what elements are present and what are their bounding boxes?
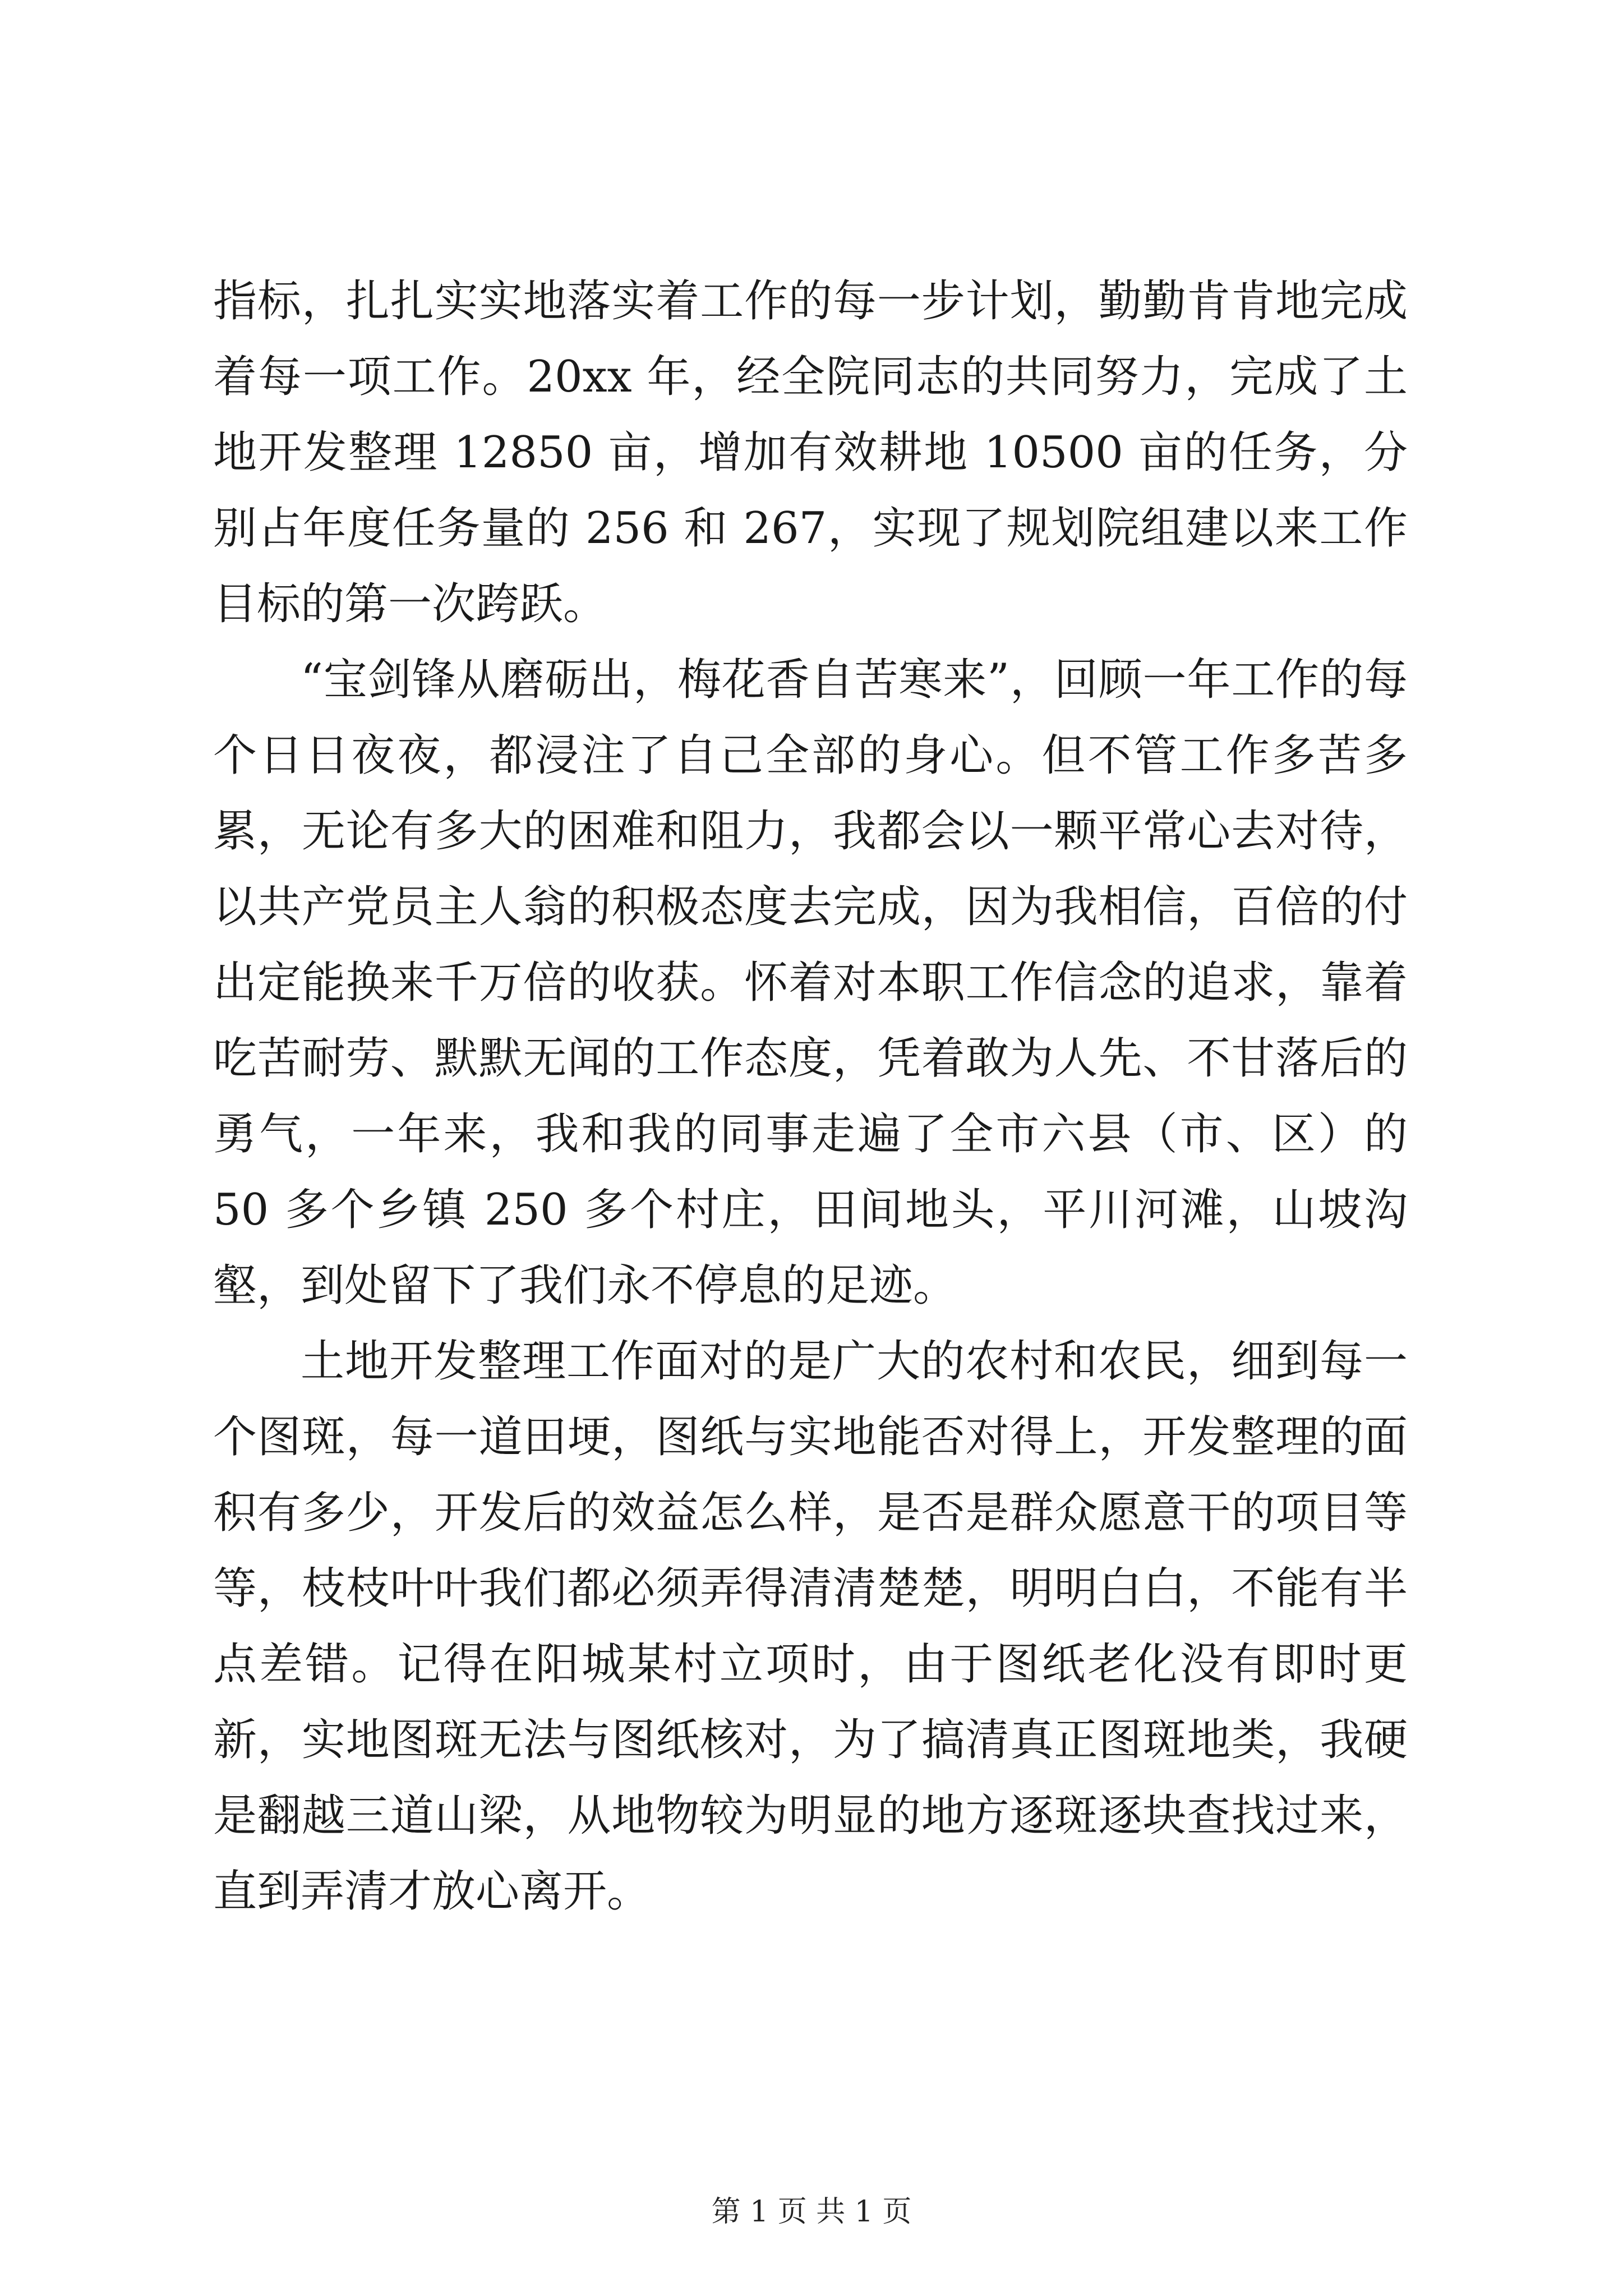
paragraph-2: “宝剑锋从磨砺出，梅花香自苦寒来”，回顾一年工作的每个日日夜夜，都浸注了自己全部的身心。但不管工作多苦多累，无论有多大的困难和阻力，我都会以一颗平常心去对待，以共产党员主人翁的积极态度去完成，因为我相信，百倍的付出定能换来千万倍的收获。怀着对本职工作信念的追求，靠着吃苦耐劳、默默无闻的工作态度，凭着敢为人先、不甘落后的勇气，一年来，我和我的同事走遍了全市六县（市、区）的 50 多个乡镇 250 多个村庄，田间地头，平川河滩，山坡沟壑，到处留下了我们永不停息的足迹。 <box>213 655 1408 1311</box>
page-footer: 第 1 页 共 1 页 <box>711 2195 912 2229</box>
paragraph-3: 土地开发整理工作面对的是广大的农村和农民，细到每一个图斑，每一道田埂，图纸与实地能否对得上，开发整理的面积有多少，开发后的效益怎么样，是否是群众愿意干的项目等等，枝枝叶叶我们都必须弄得清清楚楚，明明白白，不能有半点差错。记得在阳城某村立项时，由于图纸老化没有即时更新，实地图斑无法与图纸核对，为了搞清真正图斑地类，我硬是翻越三道山梁，从地物较为明显的地方逐斑逐块查找过来，直到弄清才放心离开。 <box>213 1336 1408 1917</box>
paragraph-1: 指标，扎扎实实地落实着工作的每一步计划，勤勤肯肯地完成着每一项工作。20xx 年，经全院同志的共同努力，完成了土地开发整理 12850 亩，增加有效耕地 10500 亩的任务，分别占年度任务量的 256 和 267，实现了规划院组建以来工作目标的第一次跨跃。 <box>213 276 1408 629</box>
document-body <box>213 264 1408 1930</box>
